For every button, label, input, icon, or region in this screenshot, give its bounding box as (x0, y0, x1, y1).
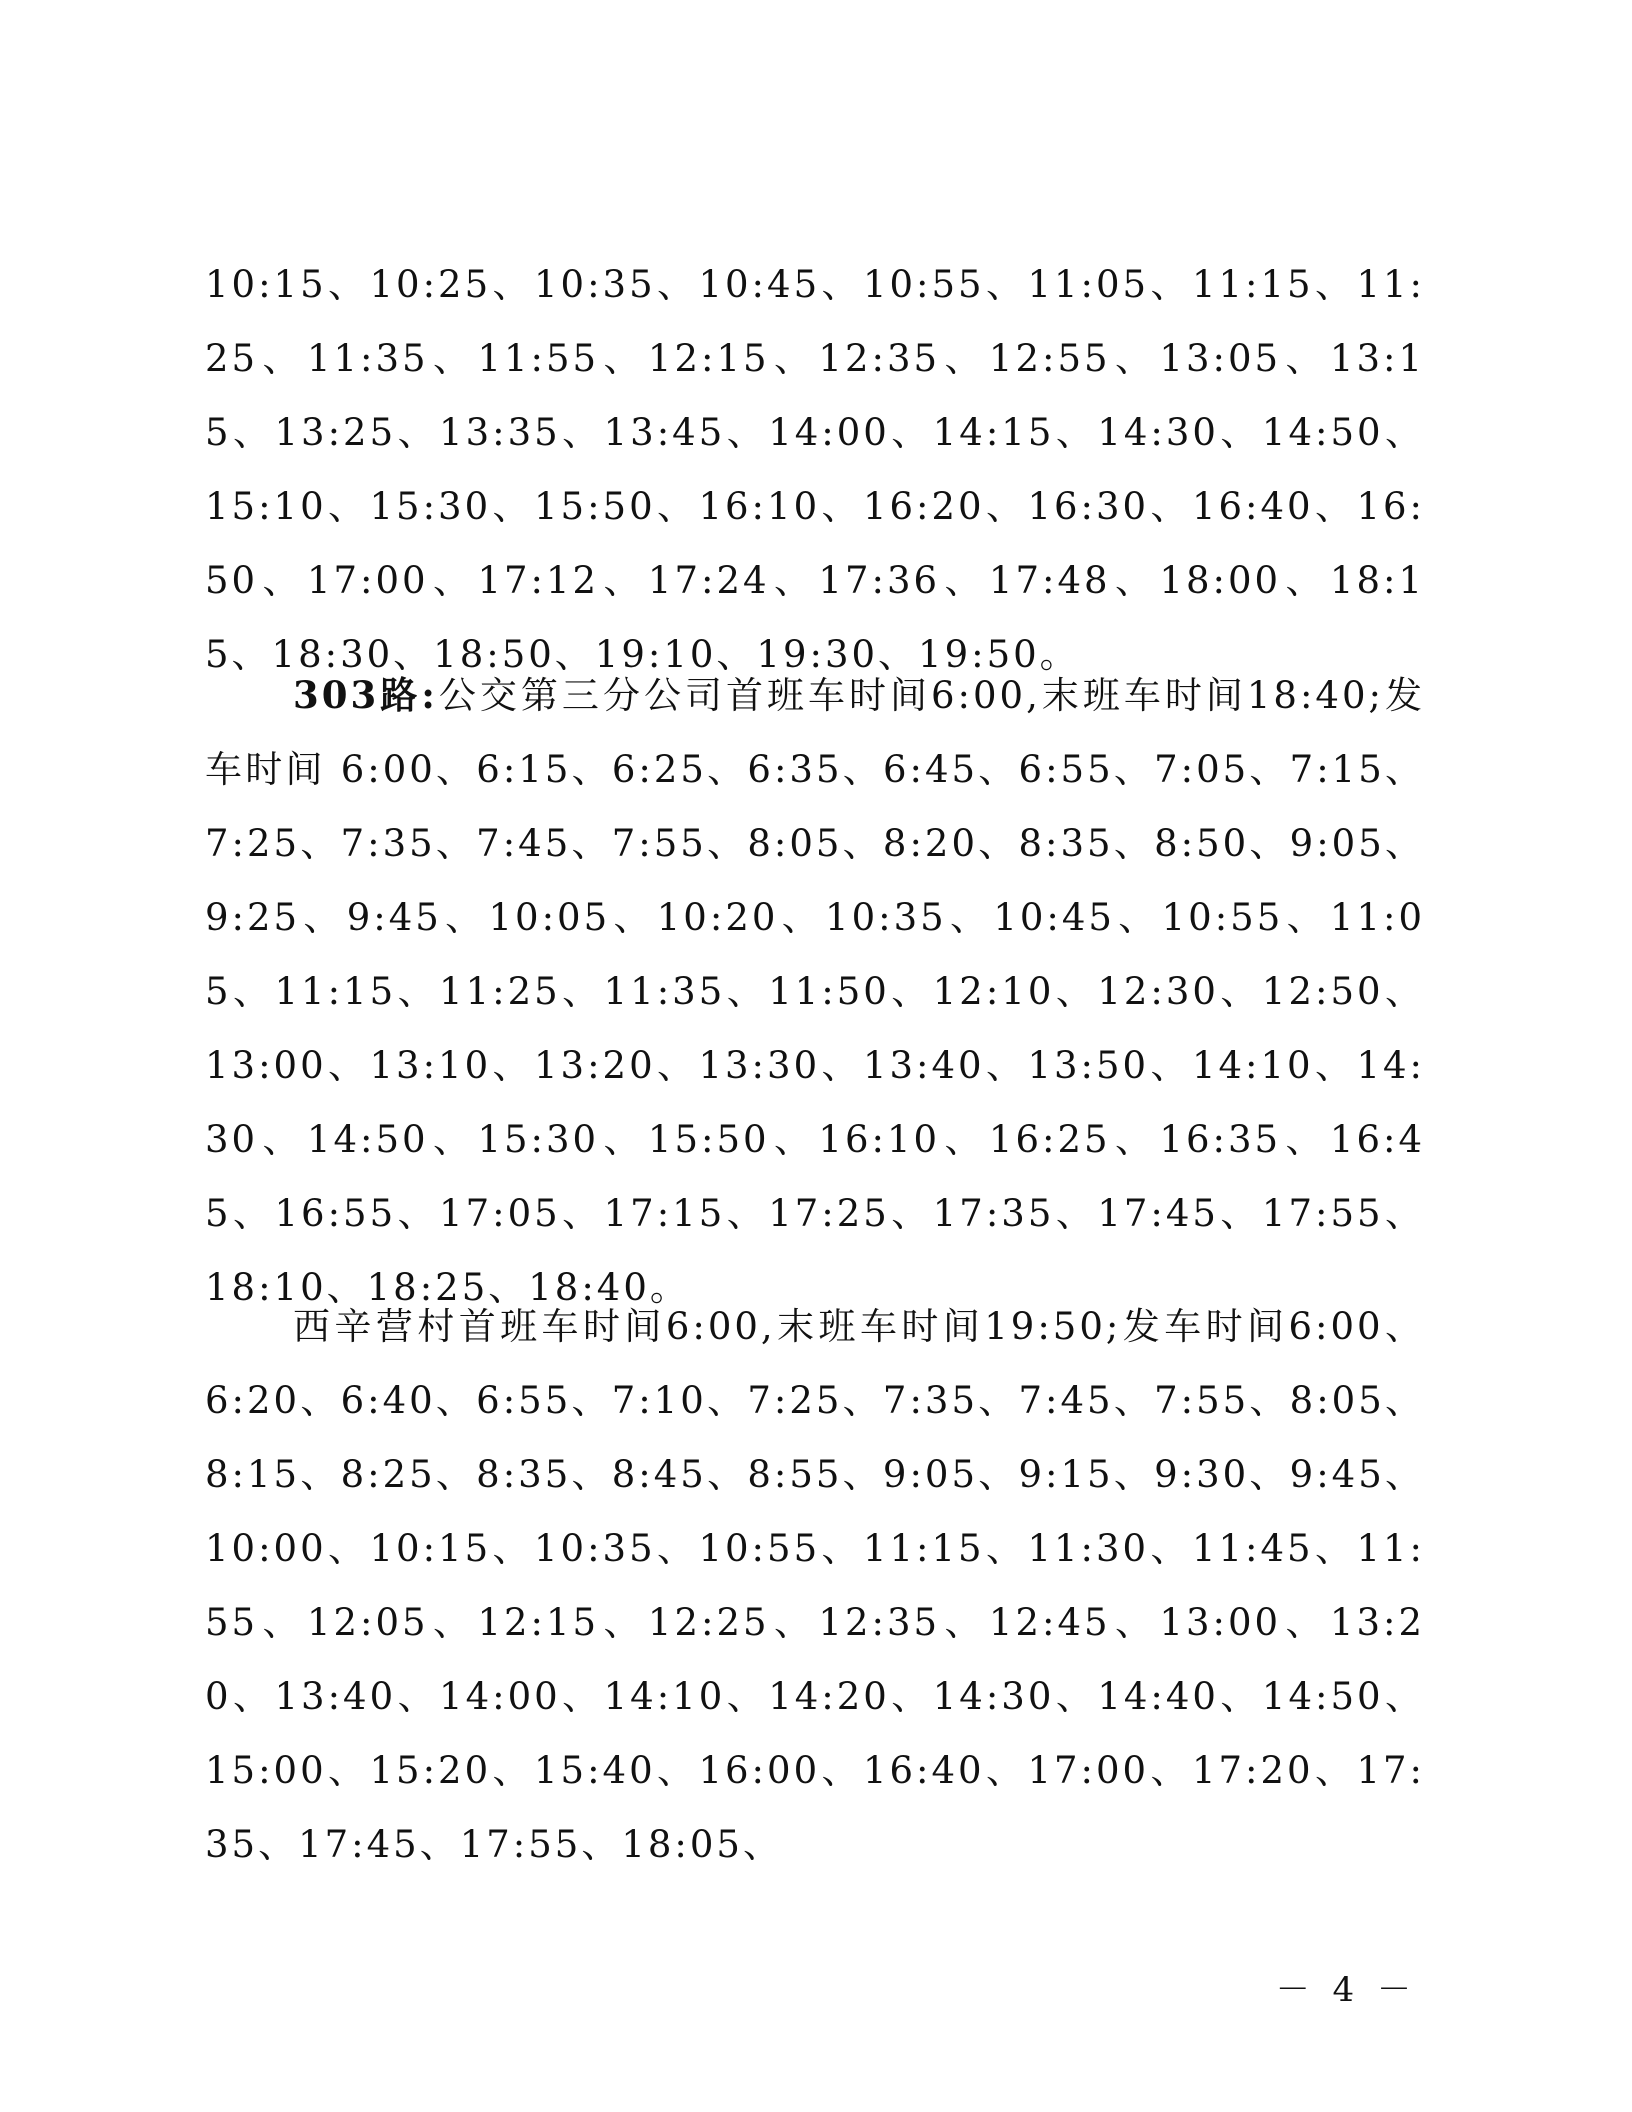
page-number: － 4 － (1275, 1970, 1417, 2010)
route-303-times: 公交第三分公司首班车时间6:00,末班车时间18:40;发车时间 6:00、6:15、6:25、6:35、6:45、6:55、7:05、7:15、7:25、7:35、7:45、7:55、8:05、8:20、8:35、8:50、9:05、9:25、9:45、10:05、10:20、10:35、10:45、10:55、11:05、11:15、11:25、11:35、11:50、12:10、12:30、12:50、13:00、13:10、13:20、13:30、13:40、13:50、14:10、14:30、14:50、15:30、15:50、16:10、16:25、16:35、16:45、16:55、17:05、17:15、17:25、17:35、17:45、17:55、18:10、18:25、18:40。 (205, 674, 1425, 1309)
route-303-paragraph (205, 658, 1425, 1325)
route-303-label: 303路: (293, 673, 438, 717)
xixinying-paragraph (205, 1290, 1425, 1882)
xixinying-times: 西辛营村首班车时间6:00,末班车时间19:50;发车时间6:00、6:20、6:40、6:55、7:10、7:25、7:35、7:45、7:55、8:05、8:15、8:25、8:35、8:45、8:55、9:05、9:15、9:30、9:45、10:00、10:15、10:35、10:55、11:15、11:30、11:45、11:55、12:05、12:15、12:25、12:35、12:45、13:00、13:20、13:40、14:00、14:10、14:20、14:30、14:40、14:50、15:00、15:20、15:40、16:00、16:40、17:00、17:20、17:35、17:45、17:55、18:05、 (205, 1305, 1425, 1866)
continuation-times: 10:15、10:25、10:35、10:45、10:55、11:05、11:15、11:25、11:35、11:55、12:15、12:35、12:55、13:05、13:15、13:25、13:35、13:45、14:00、14:15、14:30、14:50、15:10、15:30、15:50、16:10、16:20、16:30、16:40、16:50、17:00、17:12、17:24、17:36、17:48、18:00、18:15、18:30、18:50、19:10、19:30、19:50。 (205, 263, 1425, 676)
timetable-continuation-paragraph (205, 248, 1425, 692)
